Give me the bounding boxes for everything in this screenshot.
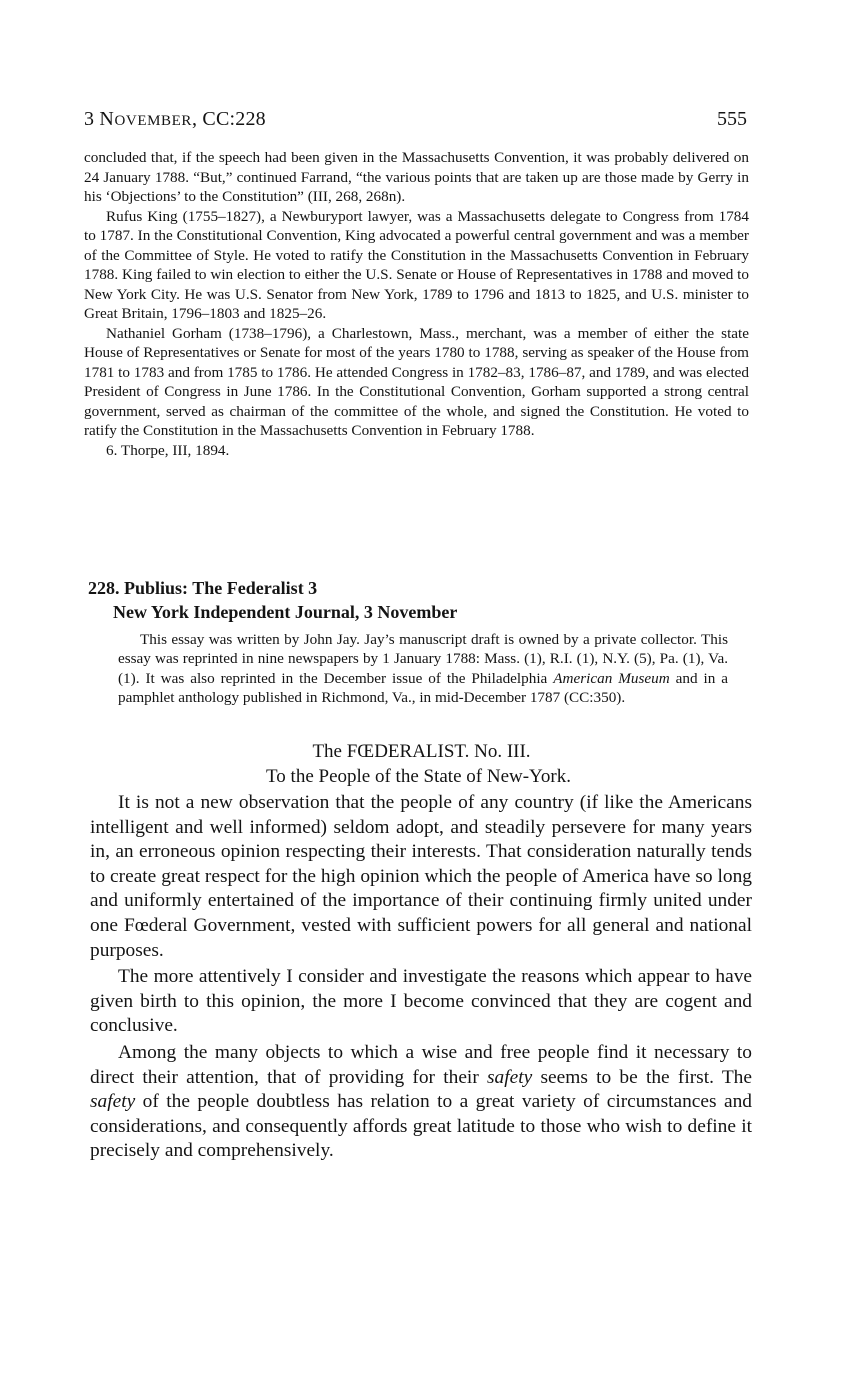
- emphasis-safety: safety: [90, 1091, 136, 1113]
- periodical-title: American Museum: [553, 669, 670, 687]
- running-head: [84, 108, 749, 136]
- essay-title: The FŒDERALIST. No. III.: [312, 741, 531, 762]
- footnotes: [84, 148, 749, 460]
- essay-paragraph-3: Among the many objects to which a wise and free people find it necessary to direct their attention, that of providing for their safety seems to be the first. The safety of the people doubtless has relation to a great variety of circumstances and considerations, and consequently affords great latitude to those who wish to define it precisely and comprehensively.: [90, 1041, 752, 1162]
- document-title: 228. Publius: The Federalist 3: [88, 578, 318, 598]
- headnote: [118, 630, 728, 707]
- document-heading: [88, 576, 748, 624]
- essay-title-block: [84, 739, 749, 789]
- essay-address: To the People of the State of New-York.: [266, 766, 571, 787]
- running-head-day: 3: [84, 108, 95, 130]
- page-number: 555: [717, 108, 747, 130]
- essay-paragraph-1: It is not a new observation that the people of any country (if like the Americans intelligent and well informed) seldom adopt, and steadily persevere for many years in, an erroneous opinion respecting their interests. That consideration naturally tends to create great respect for the high opinion which the people of America have so long and uniformly entertained of the importance of their continuing firmly united under one Fœderal Government, vested with sufficient powers for all general and national purposes.: [90, 792, 752, 961]
- running-head-doc-id: CC:228: [202, 108, 266, 130]
- document-source: New York Independent Journal, 3 November: [113, 602, 458, 622]
- headnote-text: This essay was written by John Jay. Jay’s manuscript draft is owned by a private collector. This essay was reprinted in nine newspapers by 1 January 1788: Mass. (1), R.I. (1), N.Y. (5), Pa. (1), Va. (1). It was also reprinted in the December issue of the Philadelphia American Museum and in a pamphlet anthology published in Richmond, Va., in mid-December 1787 (CC:350).: [118, 631, 729, 706]
- note-6: 6. Thorpe, III, 1894.: [106, 441, 230, 459]
- note-nathaniel-gorham: Nathaniel Gorham (1738–1796), a Charlestown, Mass., merchant, was a member of either the state House of Representatives or Senate for most of the years 1780 to 1788, serving as speaker of the House from 1781 to 1783 and from 1785 to 1786. He attended Congress in 1782–83, 1786–87, and 1789, and was elected President of Congress in June 1786. In the Constitutional Convention, Gorham supported a strong central government, served as chairman of the committee of the whole, and signed the Constitution. He voted to ratify the Constitution in the Massachusetts Convention in February 1788.: [84, 324, 749, 439]
- essay-paragraph-2: The more attentively I consider and investigate the reasons which appear to have given birth to this opinion, the more I become convinced that they are cogent and conclusive.: [90, 966, 752, 1037]
- essay-body: [90, 791, 752, 1164]
- emphasis-safety: safety: [487, 1066, 533, 1088]
- note-continuation: concluded that, if the speech had been given in the Massachusetts Convention, it was probably delivered on 24 January 1788. “But,” continued Farrand, “the various points that are taken up are those made by Gerry in his ‘Objections’ to the Constitution” (III, 268, 268n).: [84, 149, 749, 205]
- running-head-date: 3 NOVEMBER, CC:228: [84, 108, 266, 130]
- note-rufus-king: Rufus King (1755–1827), a Newburyport lawyer, was a Massachusetts delegate to Congress from 1784 to 1787. In the Constitutional Convention, King advocated a powerful central government and was a member of the Committee of Style. He voted to ratify the Constitution in the Massachusetts Convention in February 1788. King failed to win election to either the U.S. Senate or House of Representatives in 1788 and moved to New York City. He was U.S. Senator from New York, 1789 to 1796 and 1813 to 1825, and U.S. minister to Great Britain, 1796–1803 and 1825–26.: [84, 207, 749, 322]
- running-head-month: NOVEMBER: [99, 108, 192, 130]
